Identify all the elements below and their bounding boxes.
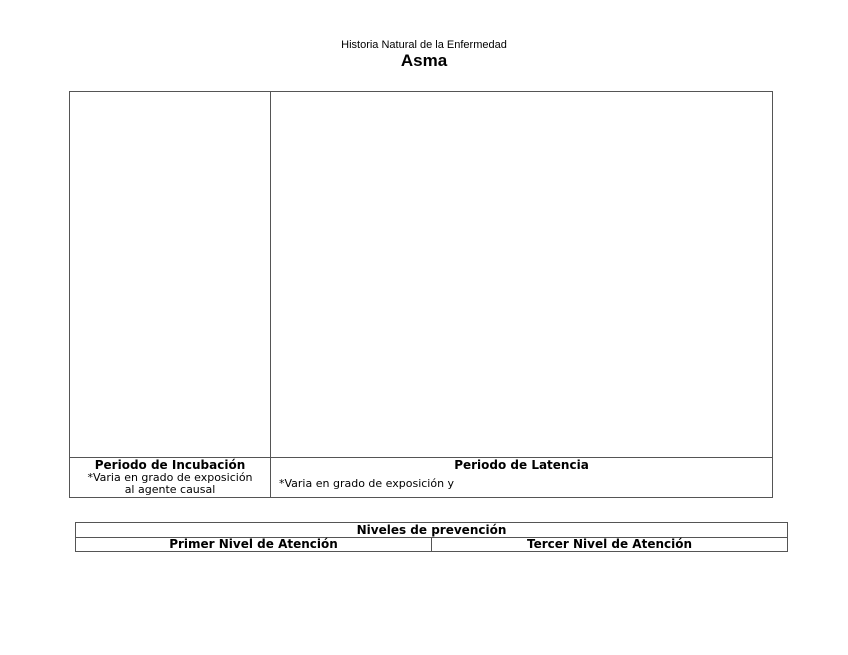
natural-history-table (69, 91, 773, 498)
incubation-period-note (70, 472, 270, 496)
incubation-note-line-1: *Varia en grado de exposición (87, 471, 253, 484)
third-level-of-care: Tercer Nivel de Atención (526, 537, 693, 551)
latency-period-label: Periodo de Latencia (454, 458, 589, 472)
page-subtitle: Historia Natural de la Enfermedad (341, 39, 507, 51)
prevention-levels-header: Niveles de prevención (356, 523, 507, 537)
first-level-of-care: Primer Nivel de Atención (169, 537, 338, 551)
prevention-levels-table (75, 522, 788, 552)
latency-period-note: *Varia en grado de exposición y (279, 477, 455, 490)
incubation-period-label: Periodo de Incubación (94, 458, 246, 472)
page-title: Asma (400, 51, 448, 70)
column-divider (270, 92, 271, 497)
incubation-note-line-2: al agente causal (124, 483, 216, 496)
